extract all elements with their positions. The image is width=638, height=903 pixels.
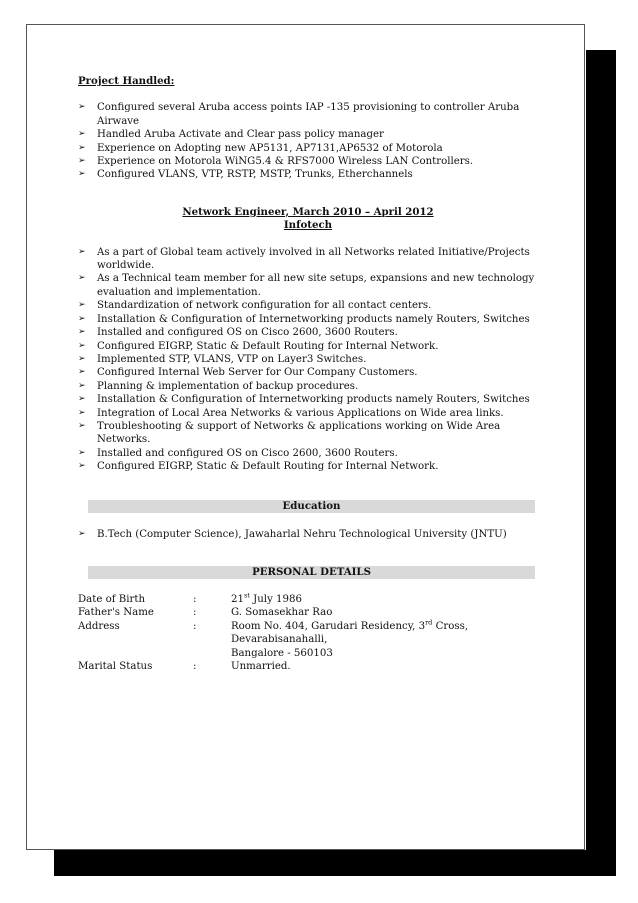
arrow-bullet-icon: ➢ [78, 102, 86, 113]
list-item: ➢ Configured EIGRP, Static & Default Routing for Internal Network. [78, 461, 439, 473]
arrow-bullet-icon: ➢ [78, 447, 86, 458]
list-item: ➢ Handled Aruba Activate and Clear pass policy manager [78, 129, 384, 141]
projects-list [78, 101, 538, 181]
arrow-bullet-icon: ➢ [78, 169, 86, 180]
list-item: ➢ Experience on Motorola WiNG5.4 & RFS7000 Wireless LAN Controllers. [78, 156, 474, 168]
arrow-bullet-icon: ➢ [78, 420, 86, 431]
list-item: ➢ As a part of Global team actively involved in all Networks related Initiative/Projects worldwide. [78, 246, 530, 272]
arrow-bullet-icon: ➢ [78, 367, 86, 378]
list-item: ➢ Integration of Local Area Networks & various Applications on Wide area links. [78, 407, 504, 419]
list-item: ➢ Installed and configured OS on Cisco 2600, 3600 Routers. [78, 327, 398, 339]
education-heading-bar: Education [88, 500, 535, 513]
list-item: ➢ Standardization of network configuration for all contact centers. [78, 300, 432, 312]
arrow-bullet-icon: ➢ [78, 340, 86, 351]
list-item: ➢ Installation & Configuration of Internetworking products namely Routers, Switches [78, 313, 530, 325]
marital-label: Marital Status [78, 661, 153, 672]
arrow-bullet-icon: ➢ [78, 528, 86, 539]
arrow-bullet-icon: ➢ [78, 407, 86, 418]
arrow-bullet-icon: ➢ [78, 129, 86, 140]
separator: : [193, 661, 197, 672]
list-item: ➢ Installed and configured OS on Cisco 2600, 3600 Routers. [78, 447, 398, 459]
arrow-bullet-icon: ➢ [78, 380, 86, 391]
list-item: ➢ Configured several Aruba access points IAP -135 provisioning to controller Aruba Airwave [78, 102, 520, 127]
table-row [78, 620, 538, 660]
list-item: ➢ Implemented STP, VLANS, VTP on Layer3 Switches. [78, 353, 367, 365]
education-list [78, 528, 538, 541]
list-item: ➢ Planning & implementation of backup procedures. [78, 380, 359, 392]
arrow-bullet-icon: ➢ [78, 300, 86, 311]
arrow-bullet-icon: ➢ [78, 142, 86, 153]
arrow-bullet-icon: ➢ [78, 313, 86, 324]
job-company: Infotech [283, 219, 333, 232]
personal-details-heading-bar: PERSONAL DETAILS [88, 566, 535, 579]
job-duties-list [78, 246, 538, 474]
address-value: Room No. 404, Garudari Residency, 3rd Cross, Devarabisanahalli, Bangalore - 560103 [231, 618, 469, 659]
table-row [78, 606, 538, 619]
dob-label: Date of Birth [78, 593, 146, 605]
list-item: ➢ Troubleshooting & support of Networks & applications working on Wide Area Networks. [78, 420, 501, 446]
document-page [26, 24, 585, 850]
father-label: Father's Name [78, 607, 154, 619]
resume-content [78, 75, 538, 673]
page-shadow-bottom [54, 850, 616, 876]
page-shadow-right [586, 50, 616, 876]
list-item: ➢ As a Technical team member for all new site setups, expansions and new technology evaluation and implementation. [78, 273, 535, 298]
marital-value: Unmarried. [231, 661, 291, 672]
list-item: ➢ Configured VLANS, VTP, RSTP, MSTP, Trunks, Etherchannels [78, 169, 413, 181]
list-item: ➢ Configured Internal Web Server for Our Company Customers. [78, 367, 418, 379]
arrow-bullet-icon: ➢ [78, 273, 86, 284]
arrow-bullet-icon: ➢ [78, 394, 86, 405]
projects-heading: Project Handled: [78, 75, 175, 87]
arrow-bullet-icon: ➢ [78, 353, 86, 364]
arrow-bullet-icon: ➢ [78, 246, 86, 257]
address-label: Address [78, 620, 120, 632]
separator: : [193, 620, 197, 632]
arrow-bullet-icon: ➢ [78, 156, 86, 167]
separator: : [193, 593, 197, 605]
table-row [78, 593, 538, 606]
personal-details-table [78, 593, 538, 673]
father-value: G. Somasekhar Rao [231, 607, 333, 619]
separator: : [193, 607, 197, 619]
dob-value: 21st July 1986 [231, 591, 302, 605]
list-item: ➢ Configured EIGRP, Static & Default Routing for Internal Network. [78, 340, 439, 352]
table-row [78, 660, 538, 673]
list-item: ➢ Experience on Adopting new AP5131, AP7131,AP6532 of Motorola [78, 142, 443, 154]
list-item: ➢ Installation & Configuration of Internetworking products namely Routers, Switches [78, 394, 530, 406]
arrow-bullet-icon: ➢ [78, 327, 86, 338]
job-title: Network Engineer, March 2010 – April 2012 [182, 205, 434, 218]
list-item: ➢ B.Tech (Computer Science), Jawaharlal Nehru Technological University (JNTU) [78, 528, 507, 540]
arrow-bullet-icon: ➢ [78, 461, 86, 472]
